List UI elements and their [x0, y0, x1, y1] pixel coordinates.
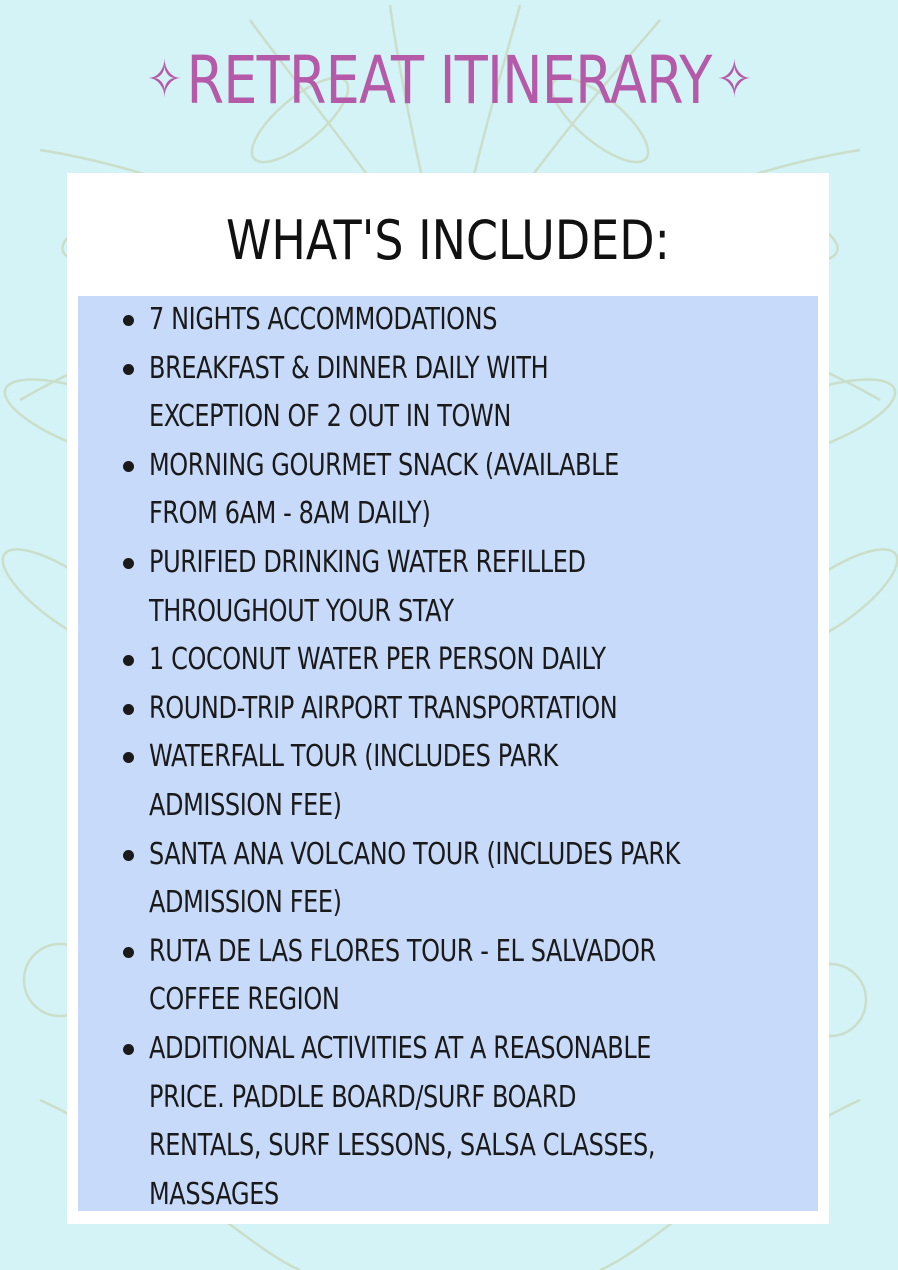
bullet-icon	[123, 655, 134, 666]
title-text: RETREAT ITINERARY	[186, 41, 712, 119]
bullet-icon	[123, 752, 134, 763]
list-item	[120, 928, 820, 1025]
list-item-text: PURIFIED DRINKING WATER REFILLED THROUGHOUT YOUR STAY	[149, 544, 586, 629]
list-item	[120, 539, 820, 636]
bullet-icon	[123, 364, 134, 375]
page-title	[81, 30, 817, 130]
list-item-text: ROUND-TRIP AIRPORT TRANSPORTATION	[149, 690, 618, 726]
list-item	[120, 685, 820, 734]
list-item-text: BREAKFAST & DINNER DAILY WITH EXCEPTION OF 2 OUT IN TOWN	[149, 350, 549, 435]
section-heading: WHAT'S INCLUDED:	[225, 208, 671, 272]
list-item-text: RUTA DE LAS FLORES TOUR - EL SALVADOR COFFEE REGION	[149, 933, 656, 1018]
list-item	[120, 442, 820, 539]
list-item	[120, 296, 820, 345]
included-list	[120, 296, 820, 1219]
list-item-text: 7 NIGHTS ACCOMMODATIONS	[149, 302, 498, 337]
list-item-text: WATERFALL TOUR (INCLUDES PARK ADMISSION FEE)	[149, 739, 558, 823]
list-item	[120, 345, 820, 442]
list-item-text: ADDITIONAL ACTIVITIES AT A REASONABLE PRICE. PADDLE BOARD/SURF BOARD RENTALS, SURF LESSONS, SALSA CLASSES, MASSAGES	[149, 1030, 656, 1212]
list-item	[120, 831, 820, 928]
list-item	[120, 1025, 820, 1219]
sparkle-icon: ✧	[716, 50, 752, 110]
list-item	[120, 636, 820, 685]
list-item	[120, 733, 820, 830]
bullet-icon	[123, 850, 134, 861]
sparkle-icon: ✧	[146, 50, 182, 110]
bullet-icon	[123, 315, 134, 326]
bullet-icon	[123, 704, 134, 715]
bullet-icon	[123, 558, 134, 569]
list-item-text: SANTA ANA VOLCANO TOUR (INCLUDES PARK ADMISSION FEE)	[149, 836, 681, 921]
list-item-text: 1 COCONUT WATER PER PERSON DAILY	[149, 642, 606, 678]
bullet-icon	[123, 1044, 134, 1055]
bullet-icon	[123, 461, 134, 472]
bullet-icon	[123, 947, 134, 958]
list-item-text: MORNING GOURMET SNACK (AVAILABLE FROM 6AM - 8AM DAILY)	[149, 447, 619, 532]
